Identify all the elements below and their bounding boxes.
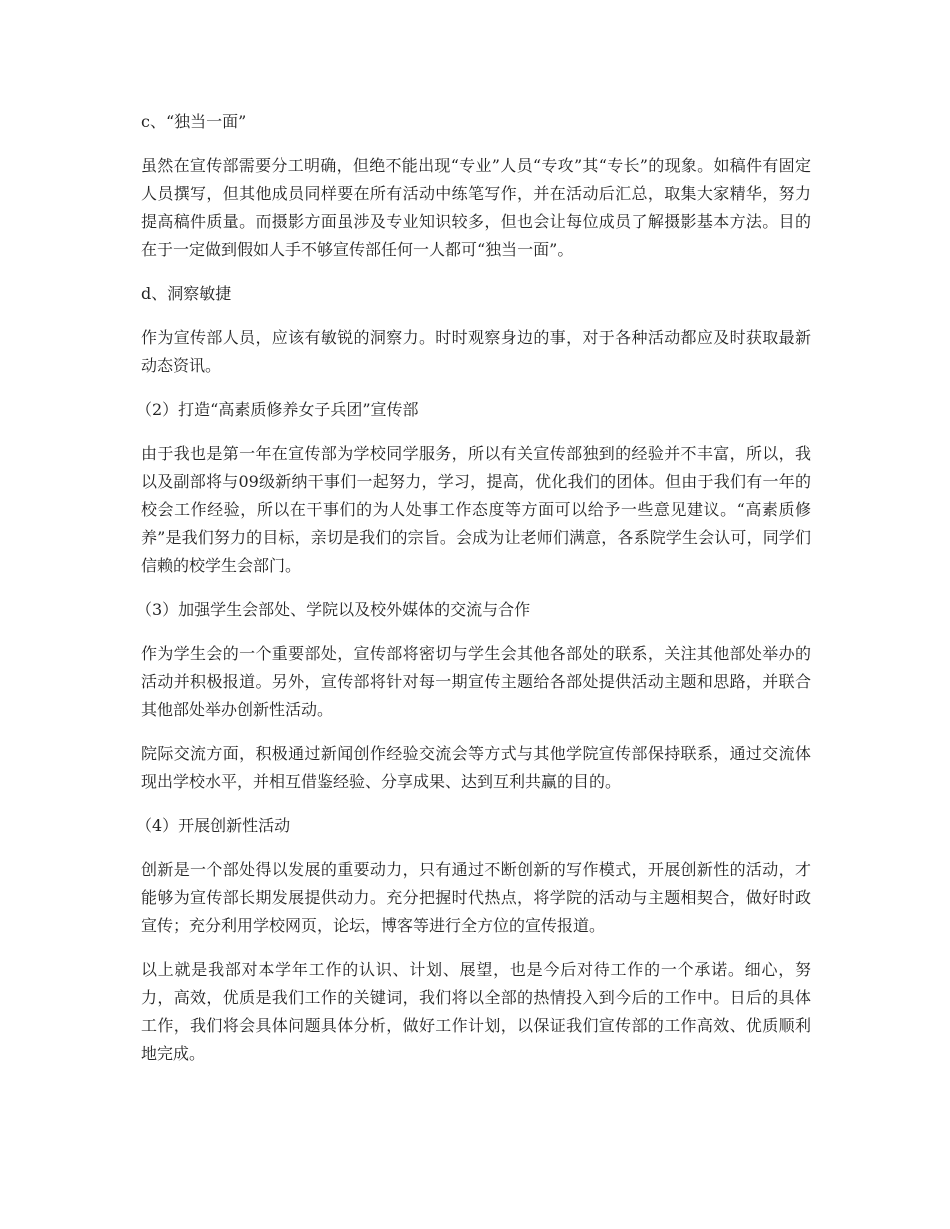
paragraph: 院际交流方面，积极通过新闻创作经验交流会等方式与其他学院宣传部保持联系，通过交流体现出学校水平，并相互借鉴经验、分享成果、达到互利共赢的目的。 [141,744,811,791]
section-heading-4: （4）开展创新性活动 [136,816,291,835]
section-heading-3: （3）加强学生会部处、学院以及校外媒体的交流与合作 [136,600,531,619]
paragraph: 创新是一个部处得以发展的重要动力，只有通过不断创新的写作模式，开展创新性的活动，才能够为宣传部长期发展提供动力。充分把握时代热点，将学院的活动与主题相契合，做好时政宣传；充分利用学校网页，论坛，博客等进行全方位的宣传报道。 [141,860,811,935]
paragraph: 由于我也是第一年在宣传部为学校同学服务，所以有关宣传部独到的经验并不丰富，所以，我以及副部将与09级新纳干事们一起努力，学习，提高，优化我们的团体。但由于我们有一年的校会工作经验，所以在干事们的为人处事工作态度等方面可以给予一些意见建议。“高素质修养”是我们努力的目标，亲切是我们的宗旨。会成为让老师们满意，各系院学生会认可，同学们信赖的校学生会部门。 [141,444,811,575]
paragraph: 以上就是我部对本学年工作的认识、计划、展望，也是今后对待工作的一个承诺。细心，努力，高效，优质是我们工作的关键词，我们将以全部的热情投入到今后的工作中。日后的具体工作，我们将会具体问题具体分析，做好工作计划，以保证我们宣传部的工作高效、优质顺利地完成。 [141,960,811,1063]
paragraph: 虽然在宣传部需要分工明确，但绝不能出现“专业”人员“专攻”其“专长”的现象。如稿件有固定人员撰写，但其他成员同样要在所有活动中练笔写作，并在活动后汇总，取集大家精华，努力提高稿件质量。而摄影方面虽涉及专业知识较多，但也会让每位成员了解摄影基本方法。目的在于一定做到假如人手不够宣传部任何一人都可“独当一面”。 [141,156,811,259]
paragraph: 作为宣传部人员，应该有敏锐的洞察力。时时观察身边的事，对于各种活动都应及时获取最新动态资讯。 [141,328,811,375]
section-heading-d: d、洞察敏捷 [141,284,232,303]
section-heading-2: （2）打造“高素质修养女子兵团”宣传部 [136,400,419,419]
document-body [136,108,811,1084]
paragraph: 作为学生会的一个重要部处，宣传部将密切与学生会其他各部处的联系，关注其他部处举办的活动并积极报道。另外，宣传部将针对每一期宣传主题给各部处提供活动主题和思路，并联合其他部处举办创新性活动。 [141,644,811,719]
section-heading-c: c、“独当一面” [141,112,247,131]
